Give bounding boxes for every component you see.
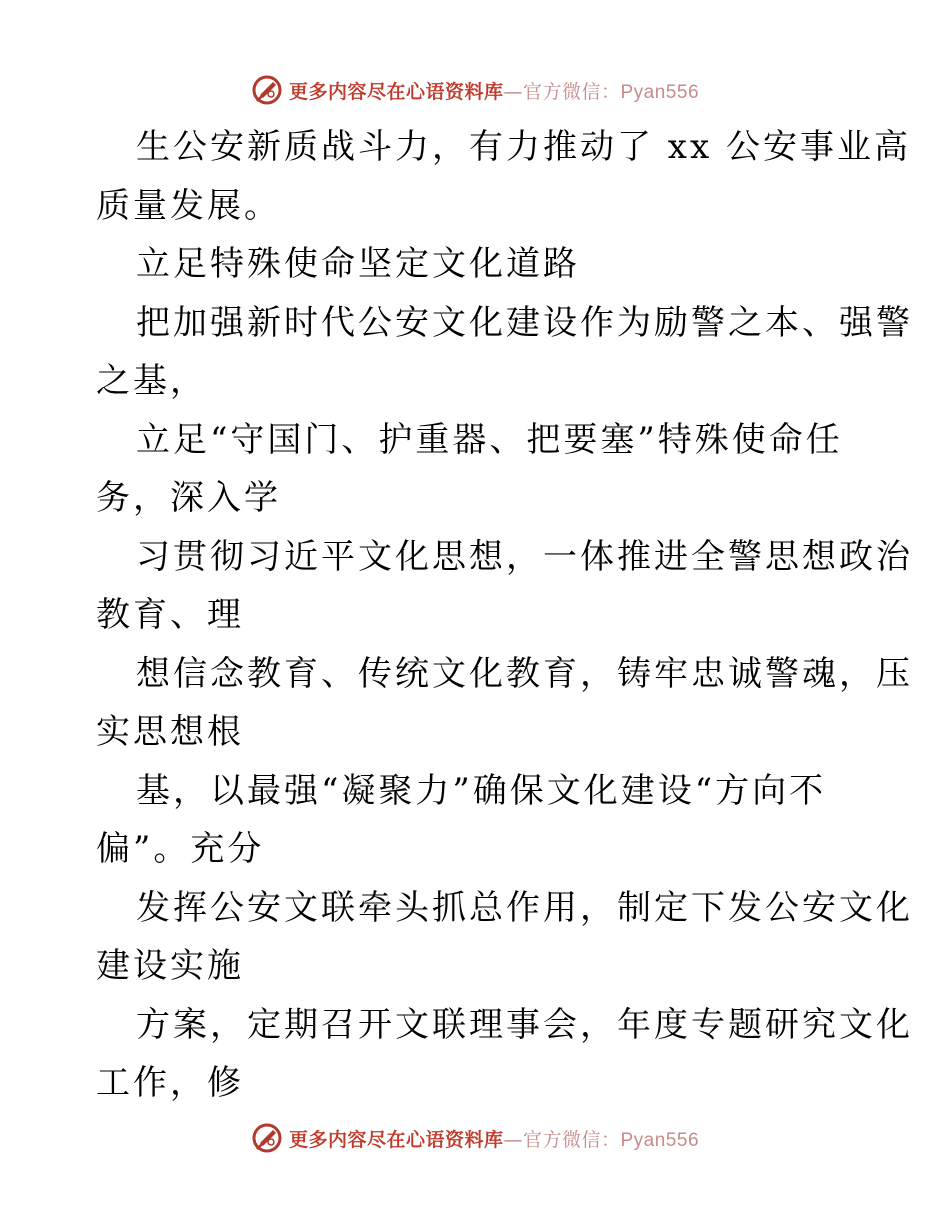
banner-brand: 更多内容尽在心语资料库 — [288, 80, 504, 103]
banner-wechat-label: 官方微信： — [522, 1128, 621, 1151]
text-line: 务，深入学 — [96, 478, 281, 518]
text-line: 发挥公安文联牵头抓总作用，制定下发公安文化 — [136, 887, 913, 928]
text-line: 立足特殊使命坚定文化道路 — [136, 244, 580, 284]
text-line: 把加强新时代公安文化建设作为励警之本、强警 — [136, 302, 913, 343]
logo-icon — [251, 74, 283, 106]
text-line: 质量发展。 — [96, 185, 281, 226]
text-line: 实思想根 — [96, 712, 244, 752]
banner-text — [289, 1125, 699, 1152]
banner-brand: 更多内容尽在心语资料库 — [288, 1128, 504, 1151]
banner-wechat-label: 官方微信： — [522, 80, 621, 103]
text-line: 生公安新质战斗力，有力推动了 xx 公安事业高 — [136, 127, 911, 167]
text-line: 基，以最强“凝聚力”确保文化建设“方向不 — [136, 770, 827, 811]
banner-text — [289, 77, 699, 104]
text-line: 习贯彻习近平文化思想，一体推进全警思想政治 — [136, 536, 913, 577]
logo-icon — [251, 1122, 283, 1154]
banner-dash: — — [503, 80, 523, 103]
text-line: 建设实施 — [96, 946, 244, 986]
text-line: 立足“守国门、护重器、把要塞”特殊使命任 — [136, 419, 843, 460]
banner-wechat-id: Pyan556 — [620, 1129, 700, 1151]
text-line: 工作，修 — [96, 1063, 244, 1103]
text-line: 想信念教育、传统文化教育，铸牢忠诚警魂，压 — [136, 653, 913, 694]
text-line: 教育、理 — [96, 595, 244, 635]
document-body — [96, 118, 913, 1113]
footer-watermark-banner — [0, 1118, 950, 1158]
text-line: 偏”。充分 — [96, 829, 265, 869]
header-watermark-banner — [0, 70, 950, 110]
text-line: 之基， — [96, 361, 207, 401]
text-line: 方案，定期召开文联理事会，年度专题研究文化 — [136, 1004, 913, 1045]
banner-wechat-id: Pyan556 — [620, 81, 700, 103]
banner-dash: — — [503, 1128, 523, 1151]
